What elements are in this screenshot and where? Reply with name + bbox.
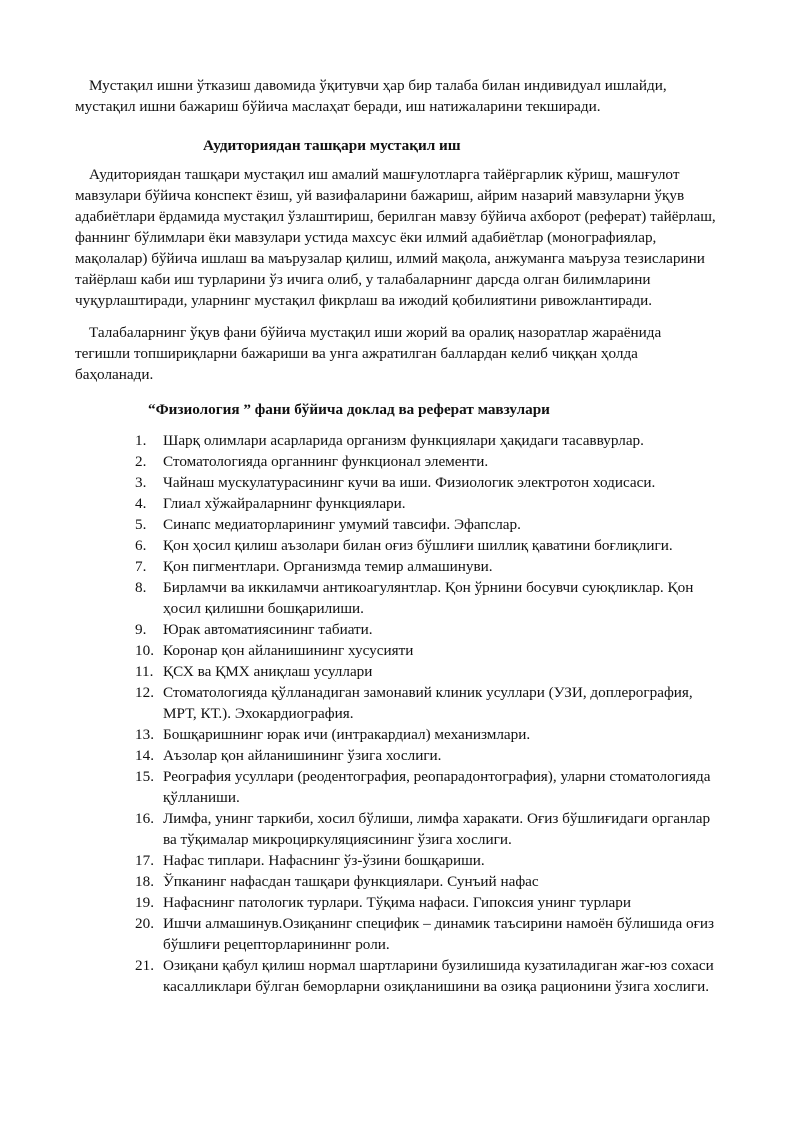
item-number: 5.: [135, 516, 147, 533]
item-text: Реография усуллари (реодентография, реопарадонтография), уларни стоматологияда қўлланиши.: [163, 768, 711, 806]
item-text: Ишчи алмашинув.Озиқанинг специфик – динамик таъсирини намоён бўлишида оғиз бўшлиғи рецепторларининнг роли.: [163, 915, 714, 953]
list-item: [135, 892, 718, 913]
item-number: 16.: [135, 810, 154, 827]
item-number: 12.: [135, 684, 154, 701]
list-item: [135, 766, 718, 808]
item-number: 10.: [135, 642, 154, 659]
item-text: Қон пигментлари. Организмда темир алмашинуви.: [163, 558, 493, 575]
item-text: Озиқани қабул қилиш нормал шартларини бузилишида кузатиладиган жағ-юз сохаси касалликлари бўлган беморларни озиқланишини ва озиқа рационини ўзига хослиги.: [163, 957, 714, 995]
item-number: 17.: [135, 852, 154, 869]
item-number: 18.: [135, 873, 154, 890]
main-paragraph: Аудиториядан ташқари мустақил иш амалий машғулотларга тайёргарлик кўриш, машғулот мавзулари бўйича конспект ёзиш, уй вазифаларини бажариш, айрим назарий мавзуларни ўқув адабиётлари ёрдамида мустақил ўзлаштириш, берилган мавзу бўйича ахборот (реферат) тайёрлаш, фаннинг бўлимлари ёки мавзулари устида махсус ёки илмий адабиётлар (монографиялар, мақолалар) бўйича ишлаш ва маърузалар қилиш, илмий мақола, анжуманга маъруза тезисларини тайёрлаш каби иш турларини ўз ичига олиб, у талабаларнинг дарсда олган билимларини чуқурлаштиради, уларнинг мустақил фикрлаш ва ижодий қобилиятини ривожлантиради.: [75, 166, 716, 309]
item-text: Бошқаришнинг юрак ичи (интракардиал) механизмлари.: [163, 726, 531, 743]
item-number: 20.: [135, 915, 154, 932]
item-text: Чайнаш мускулатурасининг кучи ва иши. Физиологик электротон ходисаси.: [163, 474, 656, 491]
list-item: [135, 577, 718, 619]
list-item: [135, 661, 718, 682]
list-item: [135, 955, 718, 997]
item-number: 1.: [135, 432, 147, 449]
list-item: [135, 724, 718, 745]
item-text: Лимфа, унинг таркиби, хосил бўлиши, лимфа харакати. Оғиз бўшлиғидаги органлар ва тўқималар микроциркуляциясининг ўзига хослиги.: [163, 810, 711, 848]
item-text: Бирламчи ва иккиламчи антикоагулянтлар. Қон ўрнини босувчи суюқликлар. Қон ҳосил қилишни бошқарилиши.: [163, 579, 694, 617]
list-item: [135, 451, 718, 472]
list-item: [135, 745, 718, 766]
item-text: Нафас типлари. Нафаснинг ўз-ўзини бошқариши.: [163, 852, 485, 869]
list-item: [135, 493, 718, 514]
item-number: 6.: [135, 537, 147, 554]
item-number: 8.: [135, 579, 147, 596]
item-number: 7.: [135, 558, 147, 575]
grading-paragraph: Талабаларнинг ўқув фани бўйича мустақил иши жорий ва оралиқ назоратлар жараёнида тегишли топшириқларни бажариши ва унга ажратилган баллардан келиб чиққан ҳолда баҳоланади.: [75, 324, 662, 383]
list-item: [135, 808, 718, 850]
item-number: 11.: [135, 663, 154, 680]
item-number: 14.: [135, 747, 154, 764]
item-text: Стоматологияда органнинг функционал элементи.: [163, 453, 489, 470]
item-text: Қон ҳосил қилиш аъзолари билан оғиз бўшлиғи шиллиқ қаватини боғлиқлиги.: [163, 537, 673, 554]
topics-heading: “Физиология ” фани бўйича доклад ва реферат мавзулари: [148, 401, 550, 418]
list-item: [135, 535, 718, 556]
list-item: [135, 472, 718, 493]
topics-list: [75, 430, 718, 997]
item-text: Юрак автоматиясининг табиати.: [163, 621, 373, 638]
list-item: [135, 514, 718, 535]
item-text: Ўпканинг нафасдан ташқари функциялари. Сунъий нафас: [163, 873, 539, 890]
item-text: Шарқ олимлари асарларида организм функциялари ҳақидаги тасаввурлар.: [163, 432, 644, 449]
item-text: ҚСХ ва ҚМХ аниқлаш усуллари: [163, 663, 373, 680]
list-item: [135, 430, 718, 451]
item-number: 19.: [135, 894, 154, 911]
item-text: Коронар қон айланишининг хусусияти: [163, 642, 414, 659]
intro-paragraph: Мустақил ишни ўтказиш давомида ўқитувчи ҳар бир талаба билан индивидуал ишлайди, мустақил ишни бажариш бўйича маслаҳат беради, иш натижаларини текширади.: [75, 77, 667, 115]
list-item: [135, 640, 718, 661]
list-item: [135, 913, 718, 955]
list-item: [135, 556, 718, 577]
item-number: 4.: [135, 495, 147, 512]
section-heading: Аудиториядан ташқари мустақил иш: [203, 137, 461, 154]
item-text: Нафаснинг патологик турлари. Тўқима нафаси. Гипоксия унинг турлари: [163, 894, 632, 911]
item-text: Синапс медиаторларининг умумий тавсифи. Эфапслар.: [163, 516, 521, 533]
list-item: [135, 682, 718, 724]
list-item: [135, 619, 718, 640]
list-item: [135, 871, 718, 892]
list-item: [135, 850, 718, 871]
item-number: 9.: [135, 621, 147, 638]
item-number: 15.: [135, 768, 154, 785]
item-number: 13.: [135, 726, 154, 743]
item-text: Глиал хўжайраларнинг функциялари.: [163, 495, 406, 512]
item-text: Стоматологияда қўлланадиган замонавий клиник усуллари (УЗИ, доплерография, МРТ, КТ.). Эхокардиография.: [163, 684, 693, 722]
item-number: 3.: [135, 474, 147, 491]
item-number: 2.: [135, 453, 147, 470]
item-number: 21.: [135, 957, 154, 974]
item-text: Аъзолар қон айланишининг ўзига хослиги.: [163, 747, 442, 764]
